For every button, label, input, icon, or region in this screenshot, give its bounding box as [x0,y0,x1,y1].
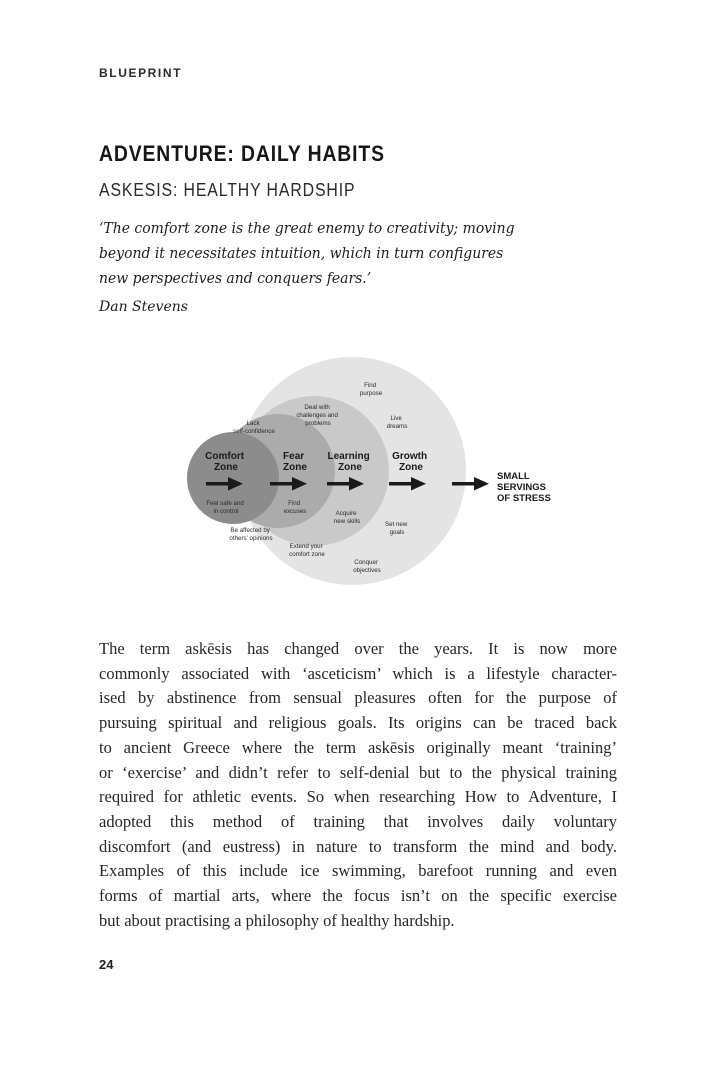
quote-line: beyond it necessitates intuition, which in turn configures [99,244,504,262]
note-find-excuses: Find excuses [283,500,307,515]
note-conquer-objectives: Conquer objectives [353,559,381,574]
body-line: adopted this method of training that involves daily voluntary [99,811,617,831]
body-line: commonly associated with ‘asceticism’ which is a lifestyle character- [99,663,617,683]
outcome-label: SMALL SERVINGS OF STRESS [497,471,551,504]
body-line: pursuing spiritual and religious goals. Its origins can be traced back [99,713,617,733]
body-line: Examples of this include ice swimming, barefoot running and even [99,861,617,881]
note-lack-self-confidence: Lack self-confidence [233,420,275,435]
body-line: to ancient Greece where the term askēsis originally meant ‘training’ [99,737,617,757]
running-head: BLUEPRINT [99,66,183,80]
body-line: but about practising a philosophy of healthy hardship. [99,910,455,930]
page-number: 24 [99,957,114,972]
note-deal-with-challenges: Deal with challenges and problems [296,404,338,427]
quote-line: ‘The comfort zone is the great enemy to creativity; moving [99,219,515,237]
body-line: ised by abstinence from sensual pleasures often for the purpose of [99,688,617,708]
body-paragraph [99,637,617,933]
note-acquire-skills: Acquire new skills [333,510,361,525]
body-line: The term askēsis has changed over the years. It is now more [99,639,617,658]
quote-author: Dan Stevens [99,299,188,315]
section-subtitle: ASKESIS: HEALTHY HARDSHIP [99,180,356,200]
note-affected-by-opinions: Be affected by others' opinions [229,527,273,542]
learning-zone-label: Learning Zone [327,451,370,473]
body-line: required for athletic events. So when researching How to Adventure, I [99,787,617,807]
note-find-purpose: Find purpose [359,382,383,397]
growth-zone-label: Growth Zone [392,451,428,473]
section-title: ADVENTURE: DAILY HABITS [99,141,385,166]
body-line: forms of martial arts, where the focus isn’t on the specific exercise [99,886,617,906]
fear-zone-label: Fear Zone [283,451,307,473]
note-live-dreams: Live dreams [386,415,408,430]
comfort-zone-label: Comfort Zone [205,451,245,473]
note-feel-safe: Feel safe and in control [206,500,244,515]
body-line: or ‘exercise’ and didn’t refer to self-denial but to the physical training [99,762,617,782]
body-line: discomfort (and eustress) in nature to transform the mind and body. [99,836,617,856]
note-extend-comfort-zone: Extend your comfort zone [289,543,325,558]
note-set-new-goals: Set new goals [384,521,408,536]
quote-line: new perspectives and conquers fears.’ [99,269,372,287]
